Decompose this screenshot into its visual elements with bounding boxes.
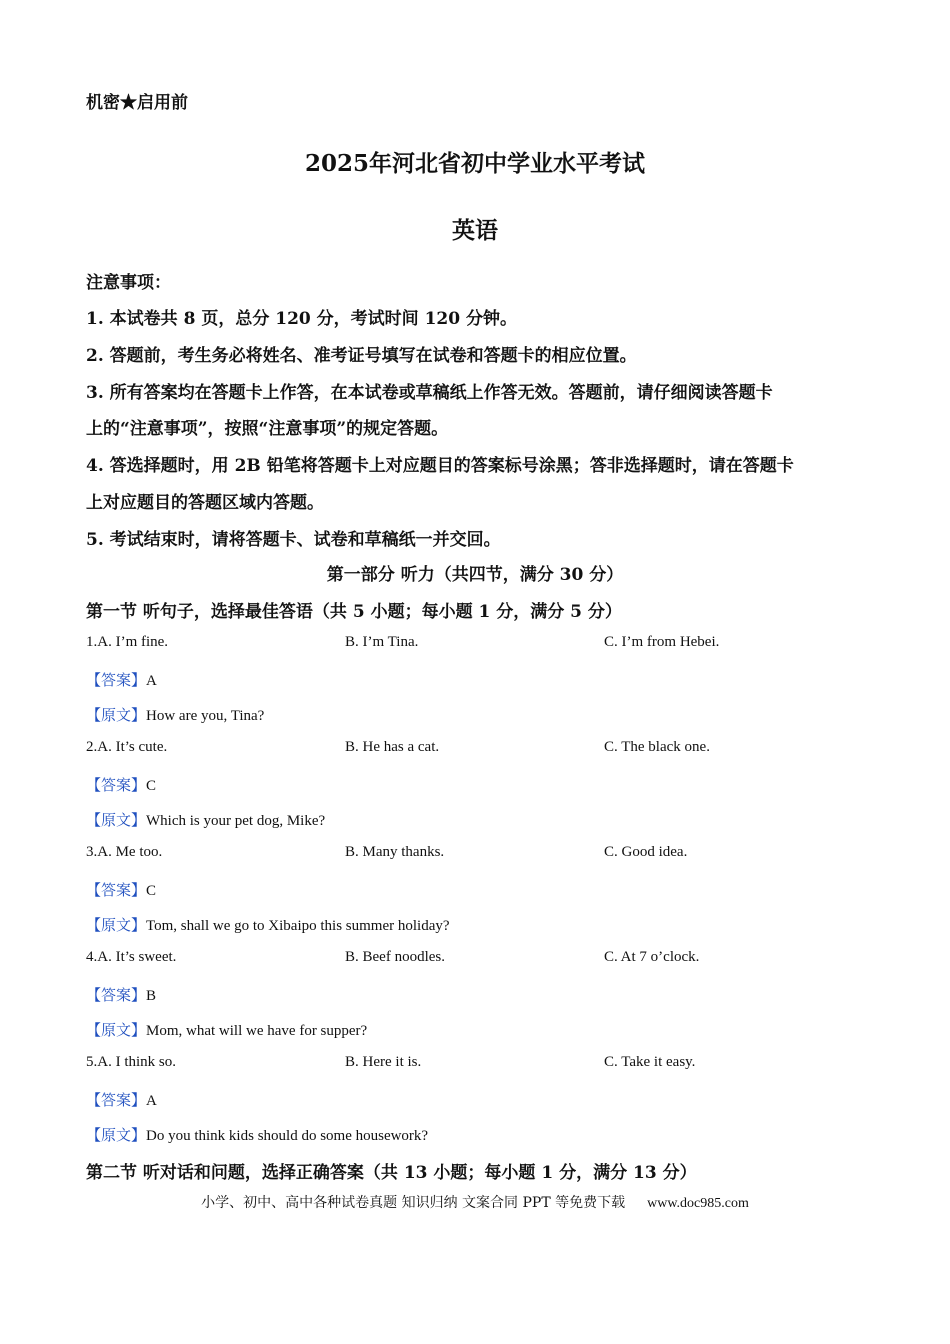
answer-tag: 【答案】 [86,671,147,689]
transcript-text: Which is your pet dog, Mike? [146,813,326,829]
transcript-line [86,809,325,830]
confidential-label: 机密★启用前 [86,93,188,113]
transcript-tag: 【原文】 [86,916,147,934]
answer-tag: 【答案】 [86,776,147,794]
transcript-text: Do you think kids should do some housework? [146,1128,429,1144]
note-line: 1. 本试卷共 8 页，总分 120 分，考试时间 120 分钟。 [86,309,517,329]
transcript-tag: 【原文】 [86,1126,147,1144]
answer-value: A [146,1093,157,1109]
part-title: 第一部分 听力（共四节，满分 30 分） [326,565,624,585]
option-b: B. He has a cat. [345,739,440,755]
exam-title: 2025年河北省初中学业水平考试 [304,150,645,177]
option-a: 5.A. I think so. [86,1054,176,1070]
note-line: 上的“注意事项”，按照“注意事项”的规定答题。 [86,419,449,439]
option-b: B. Many thanks. [345,844,445,860]
option-c: C. Good idea. [604,844,688,860]
option-a: 1.A. I’m fine. [86,634,169,650]
answer-line [86,984,156,1005]
note-line: 2. 答题前，考生务必将姓名、准考证号填写在试卷和答题卡的相应位置。 [86,346,637,366]
transcript-text: Mom, what will we have for supper? [146,1023,368,1039]
note-line: 上对应题目的答题区域内答题。 [86,493,324,513]
transcript-line [86,1124,428,1145]
option-c: C. Take it easy. [604,1054,696,1070]
footer-url[interactable]: www.doc985.com [647,1196,749,1211]
answer-line [86,1089,157,1110]
transcript-text: Tom, shall we go to Xibaipo this summer holiday? [146,918,450,934]
answer-value: A [146,673,157,689]
answer-line [86,879,156,900]
transcript-line [86,1019,367,1040]
note-line: 3. 所有答案均在答题卡上作答，在本试卷或草稿纸上作答无效。答题前，请仔细阅读答题卡 [86,383,773,403]
answer-tag: 【答案】 [86,986,147,1004]
option-b: B. Here it is. [345,1054,422,1070]
option-b: B. Beef noodles. [345,949,445,965]
section-title: 第一节 听句子，选择最佳答语（共 5 小题；每小题 1 分，满分 5 分） [86,602,622,622]
footer [0,1192,950,1212]
transcript-line [86,914,450,935]
subject-title: 英语 [452,217,498,244]
note-line: 4. 答选择题时，用 2B 铅笔将答题卡上对应题目的答案标号涂黑；答非选择题时，请在答题卡 [86,456,794,476]
transcript-text: How are you, Tina? [146,708,265,724]
note-line: 5. 考试结束时，请将答题卡、试卷和草稿纸一并交回。 [86,530,501,550]
option-a: 4.A. It’s sweet. [86,949,177,965]
answer-line [86,774,156,795]
answer-value: C [146,883,157,899]
option-c: C. I’m from Hebei. [604,634,720,650]
answer-tag: 【答案】 [86,1091,147,1109]
transcript-tag: 【原文】 [86,1021,147,1039]
answer-value: B [146,988,157,1004]
option-c: C. At 7 o’clock. [604,949,700,965]
transcript-tag: 【原文】 [86,811,147,829]
option-c: C. The black one. [604,739,710,755]
answer-line [86,669,157,690]
option-a: 3.A. Me too. [86,844,163,860]
transcript-line [86,704,264,725]
option-a: 2.A. It’s cute. [86,739,168,755]
section-title: 第二节 听对话和问题，选择正确答案（共 13 小题；每小题 1 分，满分 13 分） [86,1163,697,1183]
answer-value: C [146,778,157,794]
answer-tag: 【答案】 [86,881,147,899]
footer-text: 小学、初中、高中各种试卷真题 知识归纳 文案合同 PPT 等免费下载 [201,1195,626,1211]
transcript-tag: 【原文】 [86,706,147,724]
option-b: B. I’m Tina. [345,634,419,650]
notes-heading: 注意事项： [86,273,171,293]
